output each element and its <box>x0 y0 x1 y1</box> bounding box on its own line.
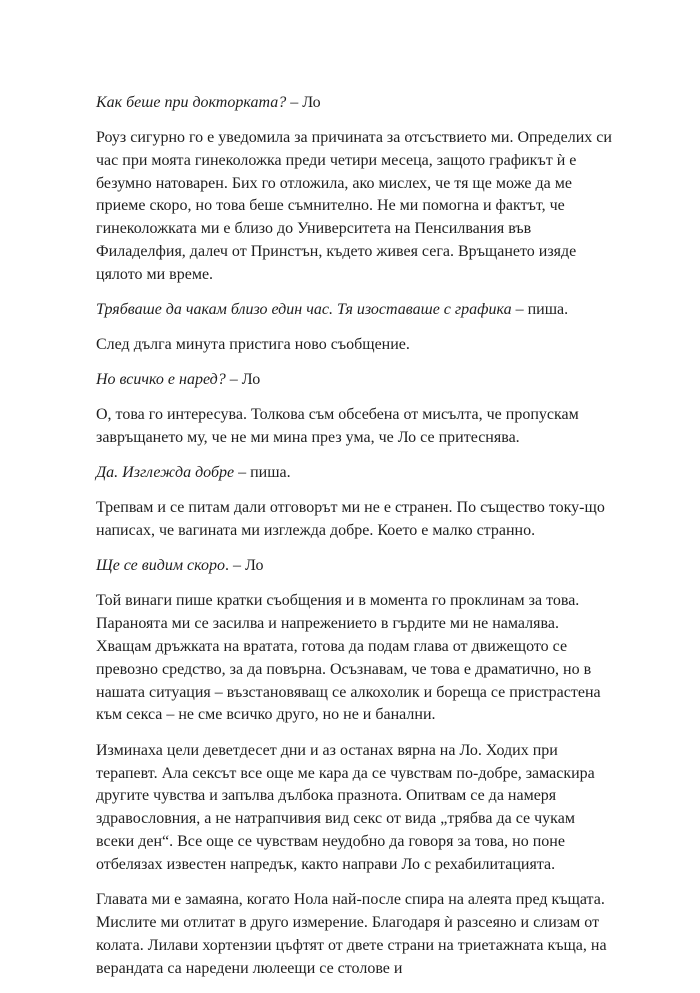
message-sender: . – Ло <box>225 557 264 575</box>
text-message-paragraph <box>96 299 612 322</box>
message-sender: – пиша. <box>234 464 291 482</box>
message-sender: – пиша. <box>511 301 569 319</box>
narrative-paragraph: Роуз сигурно го е уведомила за причината за отсъствието ми. Определих си час при моята гинеколожка преди четири месеца, защото графикът ѝ е безумно натоварен. Бих го отложила, ако мислех, че тя ще може да ме приеме скоро, но това беше съмнително. Не ми помогна и фактът, че гинеколожката ми е близо до Университета на Пенсилвания във Филаделфия, далеч от Принстън, където живея сега. Връщането изяде цялото ми време. <box>96 128 612 283</box>
message-text: Но всичко е наред? <box>96 371 226 389</box>
narrative-paragraph: О, това го интересува. Толкова съм обсебена от мисълта, че пропускам завръщането му, че не ми мина през ума, че Ло се притеснява. <box>96 406 579 446</box>
message-text: Трябваше да чакам близо един час. Тя изоставаше с графика <box>96 301 512 319</box>
narrative-paragraph: Главата ми е замаяна, когато Нола най-после спира на алеята пред къщата. Мислите ми отлитат в друго измерение. Благодаря ѝ разсеяно и слизам от колата. Лилави хортензии цъфтят от двете страни на триетажната къща, на верандата са наредени люлеещи се столове и <box>96 891 607 977</box>
message-sender: – Ло <box>286 94 321 111</box>
narrative-paragraph: След дълга минута пристига ново съобщение. <box>96 336 410 354</box>
text-message-paragraph <box>96 555 612 578</box>
body-text <box>96 92 612 993</box>
message-text: Ще се видим скоро <box>96 557 226 575</box>
message-text: Да. Изглежда добре <box>96 464 235 482</box>
text-message-paragraph <box>96 462 612 485</box>
narrative-paragraph: Той винаги пише кратки съобщения и в момента го проклинам за това. Параноята ми се засилва и напрежението в гърдите ми не намалява. Хващам дръжката на вратата, готова да подам глава от движещото се превозно средство, за да повърна. Осъзнавам, че това е драматично, но в нашата ситуация – възстановяващ се алкохолик и бореща се пристрастена към секса – не сме всичко друго, но не и банални. <box>96 592 601 724</box>
message-sender: – Ло <box>225 371 261 389</box>
text-message-paragraph <box>96 92 612 115</box>
narrative-paragraph: Изминаха цели деветдесет дни и аз останах вярна на Ло. Ходих при терапевт. Ала сексът все още ме кара да се чувствам по-добре, замаскира другите чувства и запълва дълбока празнота. Опитвам се да намеря здравословния, а не натрапчивия вид секс от вида „трябва да се чукам всеки ден“. Все още се чувствам неудобно да говоря за това, но поне отбелязах известен напредък, както направи Ло с рехабилитацията. <box>96 741 595 873</box>
text-message-paragraph <box>96 369 612 392</box>
message-text: Как беше при докторката? <box>96 94 287 111</box>
narrative-paragraph: Трепвам и се питам дали отговорът ми не е странен. По същество току-що написах, че вагината ми изглежда добре. Което е малко странно. <box>96 499 605 540</box>
